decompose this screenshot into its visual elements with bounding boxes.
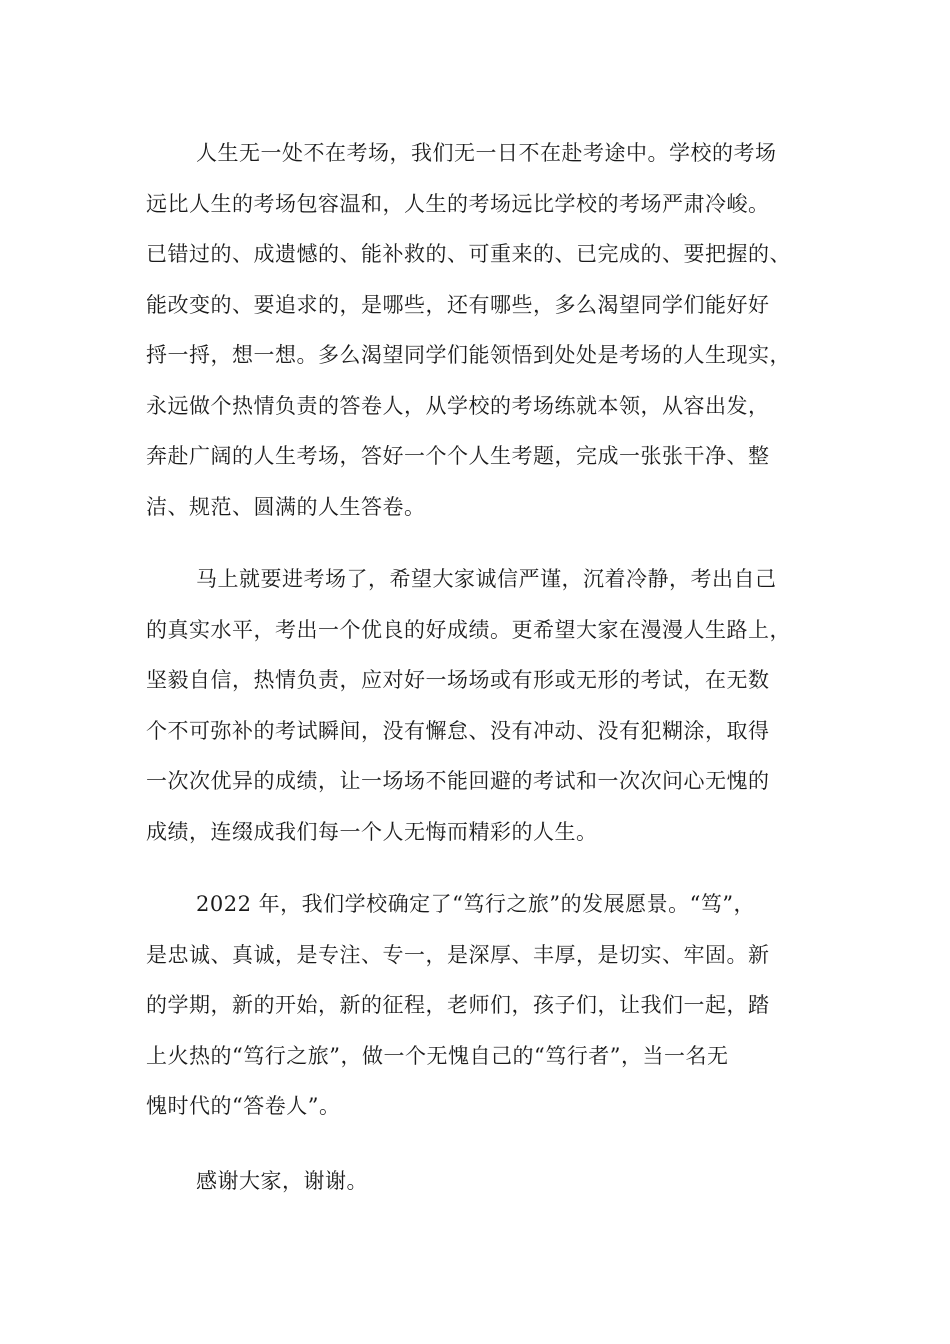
text-line: 一次次优异的成绩，让一场场不能回避的考试和一次次问心无愧的: [146, 769, 770, 793]
paragraph-school-vision: [146, 879, 816, 1132]
text-line: 感谢大家，谢谢。: [196, 1168, 368, 1193]
text-line: 的真实水平，考出一个优良的好成绩。更希望大家在漫漫人生路上，: [146, 617, 791, 642]
text-line: 是忠诚、真诚，是专注、专一，是深厚、丰厚，是切实、牢固。新: [146, 942, 770, 967]
paragraph-exam-of-life: [146, 128, 816, 532]
text-line: 成绩，连缀成我们每一个人无悔而精彩的人生。: [146, 819, 598, 844]
text-line: 永远做个热情负责的答卷人，从学校的考场练就本领，从容出发，: [146, 393, 770, 418]
text-line: 已错过的、成遗憾的、能补救的、可重来的、已完成的、要把握的、: [146, 242, 791, 266]
paragraph-entering-exam: [146, 554, 816, 857]
text-line: 2022 年，我们学校确定了“笃行之旅”的发展愿景。“笃”，: [196, 892, 756, 916]
text-line: 人生无一处不在考场，我们无一日不在赴考途中。学校的考场: [196, 141, 777, 165]
text-line: 坚毅自信，热情负责，应对好一场场或有形或无形的考试，在无数: [146, 668, 770, 692]
text-line: 能改变的、要追求的，是哪些，还有哪些，多么渴望同学们能好好: [146, 292, 770, 317]
text-line: 马上就要进考场了，希望大家诚信严谨，沉着冷静，考出自己: [196, 567, 777, 591]
text-line: 的学期，新的开始，新的征程，老师们，孩子们，让我们一起，踏: [146, 993, 770, 1017]
text-line: 奔赴广阔的人生考场，答好一个个人生考题，完成一张张干净、整: [146, 444, 770, 468]
text-line: 远比人生的考场包容温和，人生的考场远比学校的考场严肃冷峻。: [146, 191, 770, 216]
paragraph-thanks: [146, 1156, 816, 1207]
text-line: 捋一捋，想一想。多么渴望同学们能领悟到处处是考场的人生现实，: [146, 343, 791, 367]
document-body: [146, 128, 816, 1206]
text-line: 个不可弥补的考试瞬间，没有懈怠、没有冲动、没有犯糊涂，取得: [146, 718, 770, 743]
text-line: 愧时代的“答卷人”。: [146, 1094, 341, 1118]
text-line: 洁、规范、圆满的人生答卷。: [146, 494, 426, 519]
text-line: 上火热的“笃行之旅”，做一个无愧自己的“笃行者”，当一名无: [146, 1043, 729, 1068]
